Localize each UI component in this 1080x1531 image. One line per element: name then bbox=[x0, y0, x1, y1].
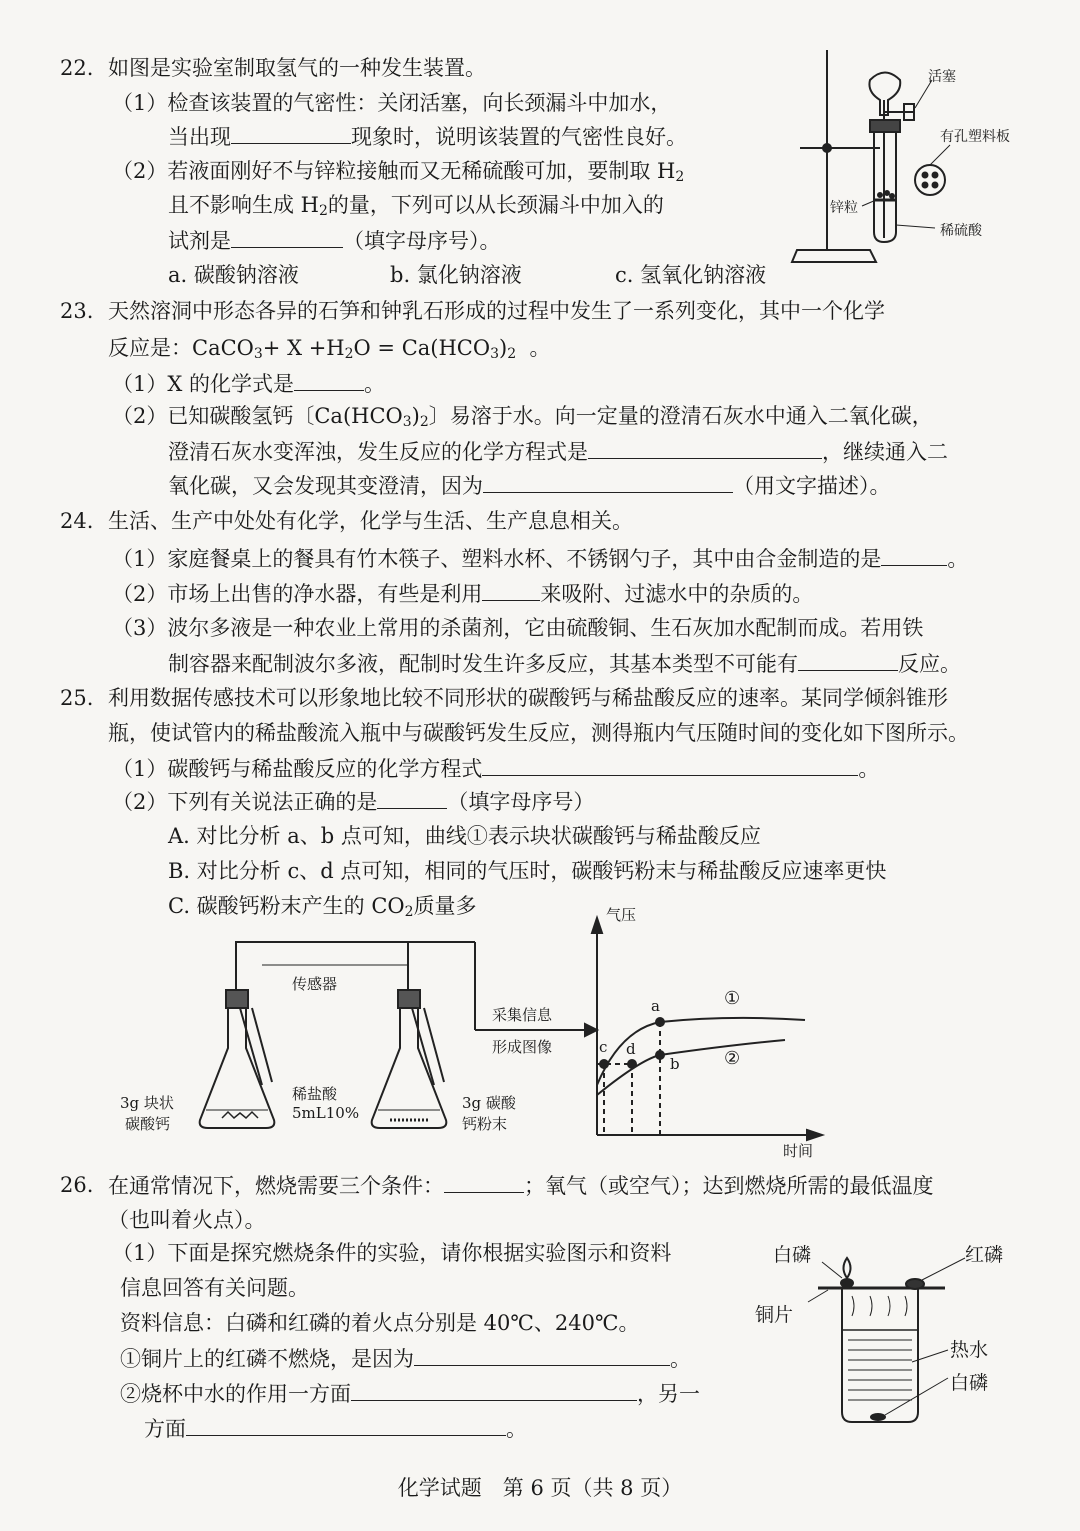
label-valve: 活塞 bbox=[928, 69, 956, 85]
label-copper-plate: 铜片 bbox=[755, 1304, 794, 1326]
q22-option-c: c. 氢氧化钠溶液 bbox=[615, 263, 767, 287]
label-powder-1: 3g 碳酸 bbox=[462, 1094, 516, 1112]
q25-part1: （1）碳酸钙与稀盐酸反应的化学方程式 。 bbox=[112, 757, 880, 781]
label-lump-caco3-1: 3g 块状 bbox=[120, 1094, 174, 1112]
label-hcl-1: 稀盐酸 bbox=[292, 1085, 338, 1103]
curve-1-label: ① bbox=[724, 988, 741, 1009]
q23-reaction: 反应是：CaCO$_3$+ $X +H_2O = Ca(HCO_3)_2$ 。 bbox=[108, 336, 551, 362]
label-white-phosphorus-water: 白磷 bbox=[950, 1372, 989, 1394]
q22-part1-line1: （1）检查该装置的气密性：关闭活塞，向长颈漏斗中加水， bbox=[112, 91, 672, 115]
q22-part2-line1: （2）若液面刚好不与锌粒接触而又无稀硫酸可加，要制取 $H_2$ bbox=[112, 159, 685, 185]
q22-part2-line3: 试剂是 （填字母序号）。 bbox=[168, 229, 501, 253]
q22-option-b: b. 氯化钠溶液 bbox=[390, 263, 522, 287]
graph-y-axis-label: 气压 bbox=[606, 906, 637, 924]
q24-part2: （2）市场上出售的净水器，有些是利用 来吸附、过滤水中的杂质的。 bbox=[112, 582, 814, 606]
label-collect-info: 采集信息 bbox=[492, 1006, 553, 1024]
q22-option-a: a. 碳酸钠溶液 bbox=[168, 263, 299, 287]
q26-line2: （也叫着火点）。 bbox=[108, 1208, 266, 1232]
q26-sub2-line1: ②烧杯中水的作用一方面 ，另一 bbox=[120, 1382, 700, 1406]
point-b-label: b bbox=[670, 1055, 680, 1073]
q25-number: 25. bbox=[60, 686, 94, 710]
q26-sub1: ①铜片上的红磷不燃烧，是因为 。 bbox=[120, 1347, 691, 1371]
label-hot-water: 热水 bbox=[950, 1339, 989, 1361]
q25-option-b: B. 对比分析 c、d 点可知，相同的气压时，碳酸钙粉末与稀盐酸反应速率更快 bbox=[168, 859, 887, 883]
q24-line1: 生活、生产中处处有化学，化学与生活、生产息息相关。 bbox=[108, 509, 633, 533]
label-hcl-2: 5mL10% bbox=[292, 1104, 360, 1122]
q22-part1-line2: 当出现 现象时，说明该装置的气密性良好。 bbox=[168, 125, 687, 149]
q23-part2-line1: （2）已知碳酸氢钙〔$Ca(HCO_3)_2$〕易溶于水。向一定量的澄清石灰水中通入二氧化碳， bbox=[112, 404, 933, 430]
label-form-graph: 形成图像 bbox=[492, 1038, 553, 1056]
q24-part1: （1）家庭餐桌上的餐具有竹木筷子、塑料水杯、不锈钢勺子，其中由合金制造的是 。 bbox=[112, 547, 969, 571]
q22-title: 如图是实验室制取氢气的一种发生装置。 bbox=[108, 56, 486, 80]
q23-number: 23. bbox=[60, 299, 94, 323]
q23-line1: 天然溶洞中形态各异的石笋和钟乳石形成的过程中发生了一系列变化，其中一个化学 bbox=[108, 299, 885, 323]
q26-info: 资料信息：白磷和红磷的着火点分别是 40℃、240℃。 bbox=[120, 1311, 640, 1335]
label-zinc: 锌粒 bbox=[830, 200, 858, 216]
q26-sub2-line2: 方面 。 bbox=[144, 1417, 527, 1441]
q25-line1: 利用数据传感技术可以形象地比较不同形状的碳酸钙与稀盐酸反应的速率。某同学倾斜锥形 bbox=[108, 686, 948, 710]
label-dilute-sulfuric-acid: 稀硫酸 bbox=[940, 223, 982, 239]
q22-part2-line2: 且不影响生成 $H_2$的量，下列可以从长颈漏斗中加入的 bbox=[168, 193, 664, 219]
q25-option-a: A. 对比分析 a、b 点可知，曲线①表示块状碳酸钙与稀盐酸反应 bbox=[168, 824, 761, 848]
label-perforated-plate: 有孔塑料板 bbox=[940, 129, 1010, 145]
q24-part3-line1: （3）波尔多液是一种农业上常用的杀菌剂，它由硫酸铜、生石灰加水配制而成。若用铁 bbox=[112, 616, 924, 640]
q26-number: 26. bbox=[60, 1173, 94, 1197]
point-c-label: c bbox=[599, 1038, 608, 1056]
label-lump-caco3-2: 碳酸钙 bbox=[125, 1115, 171, 1133]
q26-line1: 在通常情况下，燃烧需要三个条件： ；氧气（或空气）；达到燃烧所需的最低温度 bbox=[108, 1174, 934, 1198]
q26-part1-line2: 信息回答有关问题。 bbox=[120, 1276, 309, 1300]
curve-2-label: ② bbox=[724, 1048, 741, 1069]
q25-option-c: C. 碳酸钙粉末产生的 $CO_2$质量多 bbox=[168, 894, 477, 920]
point-d-label: d bbox=[626, 1040, 636, 1058]
q23-part1: （1）X 的化学式是 。 bbox=[112, 372, 385, 396]
q23-part2-line2: 澄清石灰水变浑浊，发生反应的化学方程式是 ，继续通入二 bbox=[168, 440, 948, 464]
label-red-phosphorus: 红磷 bbox=[965, 1244, 1004, 1266]
q24-part3-line2: 制容器来配制波尔多液，配制时发生许多反应，其基本类型不可能有 反应。 bbox=[168, 652, 961, 676]
label-powder-2: 钙粉末 bbox=[462, 1115, 508, 1133]
point-a-label: a bbox=[651, 997, 660, 1015]
graph-x-axis-label: 时间 bbox=[783, 1142, 814, 1160]
q25-line2: 瓶，使试管内的稀盐酸流入瓶中与碳酸钙发生反应，测得瓶内气压随时间的变化如下图所示。 bbox=[108, 721, 969, 745]
q23-part2-line3: 氧化碳，又会发现其变澄清，因为 （用文字描述）。 bbox=[168, 474, 891, 498]
q25-part2: （2）下列有关说法正确的是 （填字母序号） bbox=[112, 790, 595, 814]
label-white-phosphorus-top: 白磷 bbox=[773, 1244, 812, 1266]
label-sensor: 传感器 bbox=[292, 975, 338, 993]
page-footer: 化学试题 第 6 页（共 8 页） bbox=[397, 1476, 683, 1500]
q22-number: 22. bbox=[60, 56, 94, 80]
q26-part1-line1: （1）下面是探究燃烧条件的实验，请你根据实验图示和资料 bbox=[112, 1241, 672, 1265]
q24-number: 24. bbox=[60, 509, 94, 533]
